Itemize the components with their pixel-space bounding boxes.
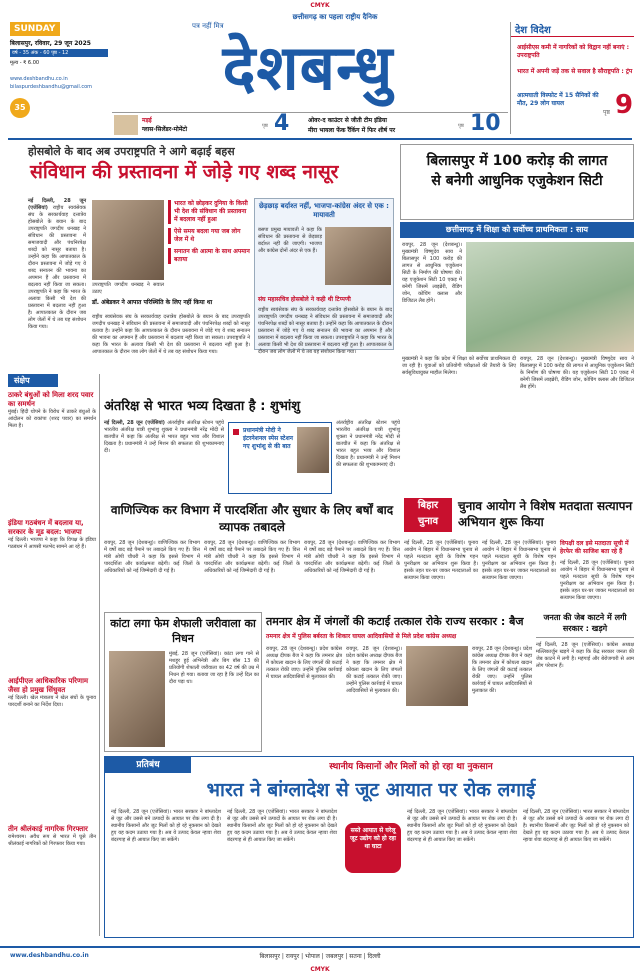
sankshep-item-head[interactable]: ठाकरे बंधुओं को मिला शरद पवार का समर्थन	[8, 391, 94, 408]
bihar-tag-line-2: चुनाव	[417, 516, 439, 527]
commerce-body-col2: रायपुर, 28 जून (देशबन्धु)। वाणिज्यिक कर विभाग में वर्षों बाद बड़े पैमाने पर तबादले किए गए हैं। वित्त मंत्री ओपी चौधरी ने कहा कि इससे विभाग में पारदर्शिता और कार्यक्षमता बढ़ेगी। कई जिलों के अधिकारियों को नई जिम्मेदारी दी गई है।	[204, 540, 300, 574]
bottom-body-col3: नई दिल्ली, 28 जून (एजेंसियां)। भारत सरकार ने बांग्लादेश से जूट और उससे बने उत्पादों के आयात पर रोक लगा दी है। स्थानीय किसानों और जूट मिलों को हो रहे नुकसान को देखते हुए यह कदम उठाया गया है। अब ये उत्पाद केवल न्हावा शेवा बंदरगाह से ही आयात किए जा सकेंगे।	[407, 809, 517, 843]
bihar-body-col2: नई दिल्ली, 28 जून (एजेंसियां)। चुनाव आयोग ने बिहार में विधानसभा चुनाव से पहले मतदाता सूची के विशेष गहन पुनरीक्षण का अभियान शुरू किया है। इसके तहत घर-घर जाकर मतदाताओं का सत्यापन किया जाएगा।	[482, 540, 556, 581]
lead-pullquote: सनातन की आत्मा के साथ अपमान बताया	[168, 248, 250, 264]
mayawati-subhead: संघ महासचिव होसबोले ने कही थी टिप्पणी	[258, 296, 351, 303]
masthead-tagline: पत्र नहीं मित्र	[192, 22, 224, 30]
promo-mid-item[interactable]: मीरा भायला फेंक रैंकिंग में फिर शीर्ष पर	[308, 127, 396, 134]
space-body	[104, 420, 224, 496]
lead-pullquote: भारत को छोड़कर दुनिया के किसी भी देश की संविधान की प्रस्तावना में बदलाव नहीं हुआ	[168, 200, 250, 224]
forest-subhead: तमनार क्षेत्र में पुलिस बर्बरता के शिकार घायल आदिवासियों से मिले प्रदेश कांग्रेस अध्यक्ष	[266, 633, 457, 640]
tagline-strip: छत्तीसगढ़ का पहला राष्ट्रीय दैनिक	[292, 13, 378, 21]
bilaspur-body: रायपुर, 28 जून (देशबन्धु)। मुख्यमंत्री विष्णुदेव साय ने बिलासपुर में 100 करोड़ की लागत से आधुनिक एजुकेशन सिटी के निर्माण की घोषणा की। यह एजुकेशन सिटी 10 एकड़ में बनेगी जिसमें लाइब्रेरी, रीडिंग जोन, कोचिंग क्लास और डिजिटल लैब होंगे।	[402, 242, 462, 304]
page-ref-label: पृष्ठ	[603, 109, 610, 116]
sankshep-item-body: मुंबई। हिंदी थोपने के विरोध में ठाकरे बंधुओं के आंदोलन को राकांपा (शरद पवार) का समर्थन मिला है।	[8, 409, 96, 429]
mayawati-body: बसपा प्रमुख मायावती ने कहा कि संविधान की प्रस्तावना से छेड़छाड़ बर्दाश्त नहीं की जाएगी। भाजपा और कांग्रेस दोनों अंदर से एक हैं।	[258, 227, 322, 254]
commerce-headline[interactable]: वाणिज्यिक कर विभाग में पारदर्शिता और सुधार के लिए बर्षों बाद व्यापक तबादले	[110, 503, 394, 534]
mayawati-body-continued: राष्ट्रीय स्वयंसेवक संघ के सरकार्यवाह दत्तात्रेय होसबोले के बयान के बाद उपराष्ट्रपति जगदीप धनखड़ ने संविधान की प्रस्तावना में समाजवादी और पंथनिरपेक्ष शब्दों को नासूर बताया है। उन्होंने कहा कि आपातकाल के दौरान प्रस्तावना में जोड़े गए ये शब्द सनातन की भावना का अपमान हैं और प्रस्तावना में बदलाव नहीं किया जा सकता। उपराष्ट्रपति ने कहा कि भारत के अलावा किसी भी देश की प्रस्तावना में बदलाव नहीं हुआ है। आपातकाल के दौरान जब लोग जेलों में थे तब यह संशोधन किया गया।	[258, 307, 392, 355]
bihar-body: नई दिल्ली, 28 जून (एजेंसियां)। चुनाव आयोग ने बिहार में विधानसभा चुनाव से पहले मतदाता सूची के विशेष गहन पुनरीक्षण का अभियान शुरू किया है। इसके तहत घर-घर जाकर मतदाताओं का सत्यापन किया जाएगा।	[404, 540, 478, 581]
mayawati-box	[254, 198, 394, 355]
footer-editions: बिलासपुर | रायपुर | भोपाल | जबलपुर | सतना | दिल्ली	[259, 953, 381, 960]
dateline-box	[10, 22, 108, 130]
space-callout-box	[228, 422, 332, 494]
forest-photo	[406, 646, 468, 706]
mayawati-photo	[325, 227, 391, 285]
lead-pullquote: ऐसे समय बदला गया जब लोग जेल में थे	[168, 228, 250, 244]
lead-headline[interactable]: संविधान की प्रस्तावना में जोड़े गए शब्द नासूर	[30, 161, 339, 183]
bottom-tag: प्रतिबंध	[105, 757, 191, 773]
sankshep-item-body: रामेश्वरम। अवैध रूप से भारत में घुसे तीन श्रीलंकाई नागरिकों को गिरफ्तार किया गया।	[8, 834, 96, 847]
lead-quote-author: डॉ. अंबेडकर ने आपात परिस्थिति के लिए नहीं किया था	[92, 299, 213, 306]
footer-website[interactable]: www.deshbandhu.co.in	[10, 952, 89, 959]
bihar-headline[interactable]: चुनाव आयोग ने विशेष मतदाता सत्यापन अभियान शुरू किया	[458, 499, 633, 529]
lead-photo	[92, 200, 164, 280]
price-line: मूल्य - ₹ 6.00	[10, 60, 40, 66]
lead-body	[28, 198, 86, 350]
promo-left-page[interactable]: 4	[274, 111, 290, 136]
space-body-text: अंतर्राष्ट्रीय अंतरिक्ष स्टेशन पहुंचे भारतीय अंतरिक्ष यात्री शुभांशु शुक्ला ने प्रधानमंत्री नरेंद्र मोदी से बातचीत में कहा कि अंतरिक्ष से भारत बहुत भव्य और विशाल दिखता है। प्रधानमंत्री ने उन्हें मिशन की सफलता की शुभकामनाएं दीं।	[104, 420, 224, 454]
bihar-body-col3: नई दिल्ली, 28 जून (एजेंसियां)। चुनाव आयोग ने बिहार में विधानसभा चुनाव से पहले मतदाता सूची के विशेष गहन पुनरीक्षण का अभियान शुरू किया है। इसके तहत घर-घर जाकर मतदाताओं का सत्यापन किया जाएगा।	[560, 560, 634, 601]
bihar-subhead: विपक्षी दल इसे मतदाता सूची में हेरफेर की साजिश बता रहे हैं	[560, 540, 629, 555]
promo-left-title[interactable]: ग्लास-सिलेंडर-मोमेंटो	[142, 126, 187, 133]
bilaspur-body-continued: रायपुर, 28 जून (देशबन्धु)। मुख्यमंत्री विष्णुदेव साय ने बिलासपुर में 100 करोड़ की लागत से आधुनिक एजुकेशन सिटी के निर्माण की घोषणा की। यह एजुकेशन सिटी 10 एकड़ में बनेगी जिसमें लाइब्रेरी, रीडिंग जोन, कोचिंग क्लास और डिजिटल लैब होंगे।	[520, 356, 634, 390]
forest-body: रायपुर, 28 जून (देशबन्धु)। प्रदेश कांग्रेस अध्यक्ष दीपक बैज ने कहा कि तमनार क्षेत्र में कोयला खदान के लिए जंगलों की कटाई तत्काल रोकी जाए। उन्होंने पुलिस कार्रवाई में घायल आदिवासियों से मुलाकात की।	[266, 646, 342, 680]
desh-videsh-item[interactable]: आईसीएस कमी में नागरिकों को विद्वान नहीं बनाएं : उपराष्ट्रपति	[517, 44, 630, 59]
bilaspur-sidebar: मुख्यमंत्री ने कहा कि प्रदेश में शिक्षा को सर्वोच्च प्राथमिकता दी जा रही है। युवाओं को प्रतियोगी परीक्षाओं की तैयारी के लिए सर्वसुविधायुक्त माहौल मिलेगा।	[402, 356, 516, 376]
desh-videsh-title: देश विदेश	[511, 22, 634, 37]
promo-mid-item[interactable]: ओवर-द काउंटर से जीती टीम इंडिया	[308, 117, 387, 124]
lead-kicker[interactable]: होसबोले के बाद अब उपराष्ट्रपति ने आगे बढ़ाई बहस	[28, 145, 235, 158]
janta-box	[536, 612, 634, 752]
forest-body-col3: रायपुर, 28 जून (देशबन्धु)। प्रदेश कांग्रेस अध्यक्ष दीपक बैज ने कहा कि तमनार क्षेत्र में कोयला खदान के लिए जंगलों की कटाई तत्काल रोकी जाए। उन्होंने पुलिस कार्रवाई में घायल आदिवासियों से मुलाकात की।	[472, 646, 532, 694]
lead-body-text: राष्ट्रीय स्वयंसेवक संघ के सरकार्यवाह दत्तात्रेय होसबोले के बयान के बाद उपराष्ट्रपति जगदीप धनखड़ ने संविधान की प्रस्तावना में समाजवादी और पंथनिरपेक्ष शब्दों को नासूर बताया है। उन्होंने कहा कि आपातकाल के दौरान प्रस्तावना में जोड़े गए ये शब्द सनातन की भावना का अपमान हैं और प्रस्तावना में बदलाव नहीं किया जा सकता। उपराष्ट्रपति ने कहा कि भारत के अलावा किसी भी देश की प्रस्तावना में बदलाव नहीं हुआ है। आपातकाल के दौरान जब लोग जेलों में थे तब यह संशोधन किया गया।	[28, 205, 86, 330]
forest-headline[interactable]: तमनार क्षेत्र में जंगलों की कटाई तत्काल रोके राज्य सरकार : बैज	[266, 615, 524, 628]
bilaspur-banner: छत्तीसगढ़ में शिक्षा को सर्वोच्च प्राथमिकता : साय	[400, 222, 634, 238]
space-body-right: अंतर्राष्ट्रीय अंतरिक्ष स्टेशन पहुंचे भारतीय अंतरिक्ष यात्री शुभांशु शुक्ला ने प्रधानमंत्री नरेंद्र मोदी से बातचीत में कहा कि अंतरिक्ष से भारत बहुत भव्य और विशाल दिखता है। प्रधानमंत्री ने उन्हें मिशन की सफलता की शुभकामनाएं दीं।	[336, 420, 400, 468]
mayawati-headline[interactable]: छेड़छाड़ बर्दाश्त नहीं, भाजपा-कांग्रेस अंदर से एक : मायावती	[259, 202, 389, 219]
commerce-body: रायपुर, 28 जून (देशबन्धु)। वाणिज्यिक कर विभाग में वर्षों बाद बड़े पैमाने पर तबादले किए गए हैं। वित्त मंत्री ओपी चौधरी ने कहा कि इससे विभाग में पारदर्शिता और कार्यक्षमता बढ़ेगी। कई जिलों के अधिकारियों को नई जिम्मेदारी दी गई है।	[104, 540, 200, 574]
volume-line: वर्ष - 35 अंक - 60 पृष्ठ - 12	[10, 49, 108, 57]
janta-headline[interactable]: जनता की जेब काटने में लगी सरकार : खड़गे	[536, 612, 634, 638]
bottom-kicker: स्थानीय किसानों और मिलों को हो रहा था नुकसान	[329, 762, 493, 772]
anniversary-badge: 35	[10, 98, 30, 118]
sankshep-item-head[interactable]: इंडिया गठबंधन में बदलाव या, सरकार के मूड बदल: भाजपा	[8, 519, 84, 536]
website-link[interactable]: www.deshbandhu.co.in	[10, 76, 68, 82]
shefali-photo	[109, 651, 165, 747]
desh-videsh-item[interactable]: भारत में अपनी जड़ें तक से सवाल है सौराष्ट्रपति : ट्रंप	[517, 68, 633, 75]
bottom-story	[104, 756, 634, 938]
top-bar	[0, 0, 640, 12]
sankshep-title: संक्षेप	[8, 374, 58, 387]
footer-cmyk: CMYK	[310, 966, 330, 973]
lead-dateline: नई दिल्ली, 28 जून (एजेंसियां)	[28, 198, 86, 211]
janta-body: नई दिल्ली, 28 जून (एजेंसियां)। कांग्रेस अध्यक्ष मल्लिकार्जुन खड़गे ने कहा कि केंद्र सरकार जनता की जेब काटने में लगी है। महंगाई और बेरोजगारी से आम लोग परेशान हैं।	[536, 642, 634, 669]
sankshep-column	[8, 374, 100, 936]
shefali-headline[interactable]: कांटा लगा फेम शेफाली जरीवाला का निधन	[110, 617, 256, 645]
day-label: SUNDAY	[10, 22, 60, 36]
lead-photo-caption: उपराष्ट्रपति जगदीप धनखड़ ने सवाल उठाए	[92, 282, 164, 295]
lead-body-continued: राष्ट्रीय स्वयंसेवक संघ के सरकार्यवाह दत्तात्रेय होसबोले के बयान के बाद उपराष्ट्रपति जगदीप धनखड़ ने संविधान की प्रस्तावना में समाजवादी और पंथनिरपेक्ष शब्दों को नासूर बताया है। उन्होंने कहा कि आपातकाल के दौरान प्रस्तावना में जोड़े गए ये शब्द सनातन की भावना का अपमान हैं और प्रस्तावना में बदलाव नहीं किया जा सकता। उपराष्ट्रपति ने कहा कि भारत के अलावा किसी भी देश की प्रस्तावना में बदलाव नहीं हुआ है। आपातकाल के दौरान जब लोग जेलों में थे तब यह संशोधन किया गया।	[92, 314, 250, 355]
promo-left-page-label: पृष्ठ	[262, 123, 268, 129]
space-photo	[297, 427, 329, 473]
sankshep-item-head[interactable]: तीन श्रीलंकाई नागरिक गिरफ्तार	[8, 825, 88, 833]
masthead-divider	[8, 138, 632, 140]
footer	[0, 946, 640, 976]
bihar-tag-line-1: बिहार	[417, 500, 439, 511]
bilaspur-headline-box	[400, 144, 634, 220]
sankshep-item-body: नई दिल्ली। खेल मंत्रालय ने खेल संघों के चुनाव पारदर्शी बनाने का निर्देश दिया।	[8, 695, 96, 708]
space-dateline: नई दिल्ली, 28 जून (एजेंसियां)	[104, 420, 165, 426]
desh-videsh-box	[510, 22, 634, 134]
sankshep-item-body: नई दिल्ली। भाजपा ने कहा कि विपक्ष के इंडिया गठबंधन में आपसी मतभेद सामने आ रहे हैं।	[8, 537, 96, 550]
masthead	[112, 24, 504, 112]
bilaspur-render-image	[466, 242, 634, 352]
promo-strip	[112, 112, 508, 136]
bottom-callout: सस्ते आयात से घरेलू जूट उद्योग को हो रहा था घाटा	[345, 823, 401, 873]
space-callout: प्रधानमंत्री मोदी ने इंटरनेशनल स्पेस स्टेशन गए शुभांशु से की बात	[243, 427, 293, 450]
shefali-box	[104, 612, 262, 752]
masthead-title: देशबन्धु	[222, 31, 394, 104]
promo-left-label: मड़ई	[142, 117, 152, 124]
desh-videsh-item[interactable]: आत्मघाती विस्फोट में 15 सैनिकों की मौत, 29 लोग घायल	[517, 92, 599, 107]
bottom-body-col2: नई दिल्ली, 28 जून (एजेंसियां)। भारत सरकार ने बांग्लादेश से जूट और उससे बने उत्पादों के आयात पर रोक लगा दी है। स्थानीय किसानों और जूट मिलों को हो रहे नुकसान को देखते हुए यह कदम उठाया गया है। अब ये उत्पाद केवल न्हावा शेवा बंदरगाह से ही आयात किए जा सकेंगे।	[227, 809, 337, 843]
forest-body-col2: रायपुर, 28 जून (देशबन्धु)। प्रदेश कांग्रेस अध्यक्ष दीपक बैज ने कहा कि तमनार क्षेत्र में कोयला खदान के लिए जंगलों की कटाई तत्काल रोकी जाए। उन्होंने पुलिस कार्रवाई में घायल आदिवासियों से मुलाकात की।	[346, 646, 402, 694]
lead-pullquote-box	[168, 200, 250, 294]
space-callout-icon	[233, 429, 239, 435]
bottom-body-col4: नई दिल्ली, 28 जून (एजेंसियां)। भारत सरकार ने बांग्लादेश से जूट और उससे बने उत्पादों के आयात पर रोक लगा दी है। स्थानीय किसानों और जूट मिलों को हो रहे नुकसान को देखते हुए यह कदम उठाया गया है। अब ये उत्पाद केवल न्हावा शेवा बंदरगाह से ही आयात किए जा सकेंगे।	[523, 809, 629, 843]
bottom-body: नई दिल्ली, 28 जून (एजेंसियां)। भारत सरकार ने बांग्लादेश से जूट और उससे बने उत्पादों के आयात पर रोक लगा दी है। स्थानीय किसानों और जूट मिलों को हो रहे नुकसान को देखते हुए यह कदम उठाया गया है। अब ये उत्पाद केवल न्हावा शेवा बंदरगाह से ही आयात किए जा सकेंगे।	[111, 809, 221, 843]
promo-mid-page-label: पृष्ठ	[458, 123, 464, 129]
promo-left-thumb	[114, 115, 138, 135]
bilaspur-headline[interactable]: बिलासपुर में 100 करोड़ की लागत	[426, 153, 608, 169]
date-line: बिलासपुर, रविवार, 29 जून 2025	[10, 40, 91, 47]
commerce-body-col3: रायपुर, 28 जून (देशबन्धु)। वाणिज्यिक कर विभाग में वर्षों बाद बड़े पैमाने पर तबादले किए गए हैं। वित्त मंत्री ओपी चौधरी ने कहा कि इससे विभाग में पारदर्शिता और कार्यक्षमता बढ़ेगी। कई जिलों के अधिकारियों को नई जिम्मेदारी दी गई है।	[304, 540, 400, 574]
promo-mid-page[interactable]: 10	[470, 111, 501, 136]
bilaspur-headline-2[interactable]: से बनेगी आधुनिक एजुकेशन सिटी	[431, 173, 603, 189]
sankshep-item-head[interactable]: आईपीएल आधिकारिक परिणाम जैसा हो प्रमुख सिंधुवत	[8, 677, 89, 694]
page-ref-number[interactable]: 9	[615, 90, 634, 120]
cmyk-mark: CMYK	[310, 2, 330, 9]
email-link[interactable]: bilaspurdeshbandhu@gmail.com	[10, 84, 93, 90]
shefali-body: मुंबई, 28 जून (एजेंसियां)। कांटा लगा गाने से मशहूर हुई अभिनेत्री और बिग बॉस 13 की प्रतियोगी शेफाली जरीवाला का 42 वर्ष की उम्र में निधन हो गया। बताया जा रहा है कि उन्हें दिल का दौरा पड़ा था।	[169, 651, 259, 685]
space-headline[interactable]: अंतरिक्ष से भारत भव्य दिखता है : शुभांशु	[104, 399, 301, 414]
bihar-tag	[404, 498, 452, 532]
bottom-headline[interactable]: भारत ने बांग्लादेश से जूट आयात पर रोक लगाई	[206, 779, 536, 801]
